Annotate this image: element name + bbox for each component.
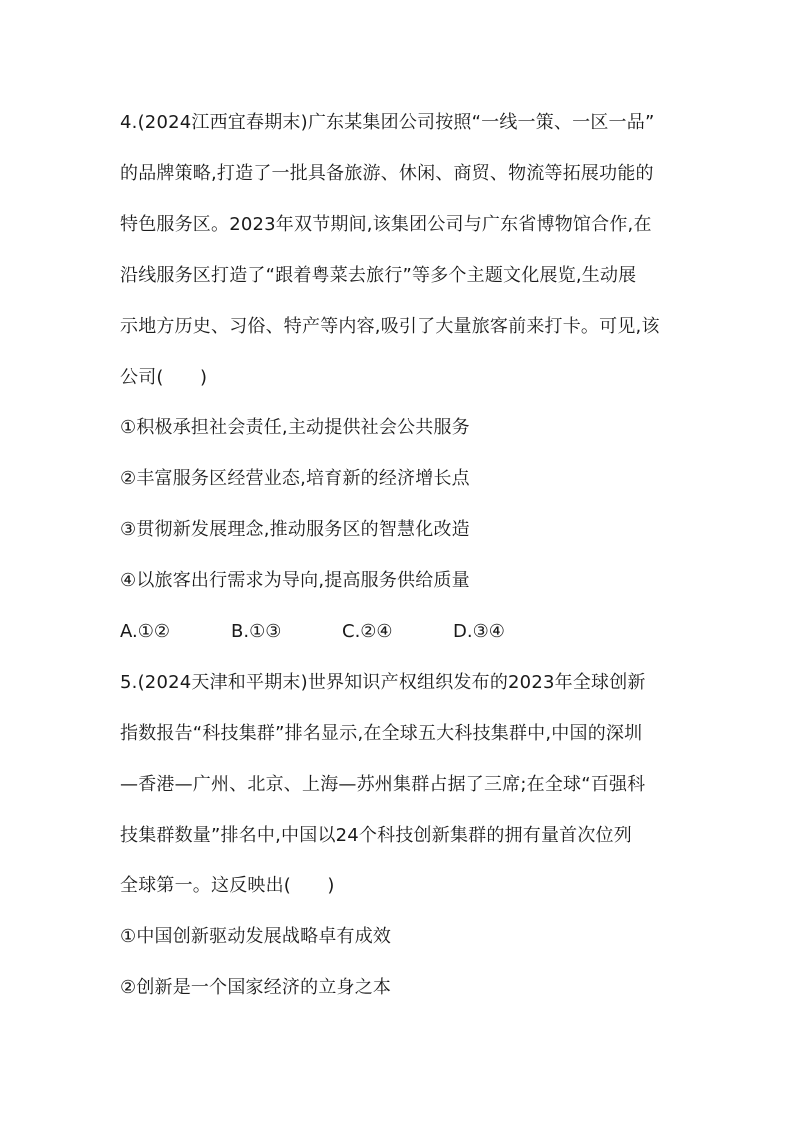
question-5-stem-line-2: 指数报告“科技集群”排名显示,在全球五大科技集群中,中国的深圳	[120, 723, 643, 744]
question-4-statement-4: ④以旅客出行需求为导向,提高服务供给质量	[120, 570, 470, 591]
question-5-stem-line-4: 技集群数量”排名中,中国以24个科技创新集群的拥有量首次位列	[120, 825, 632, 846]
question-4-options	[120, 620, 690, 644]
question-4-stem-line-4: 沿线服务区打造了“跟着粤菜去旅行”等多个主题文化展览,生动展	[120, 265, 637, 286]
question-4-stem-line-3: 特色服务区。2023年双节期间,该集团公司与广东省博物馆合作,在	[120, 214, 652, 235]
question-4-statement-3: ③贯彻新发展理念,推动服务区的智慧化改造	[120, 519, 470, 540]
option-b: B.①③	[231, 621, 282, 642]
question-5-stem-line-5: 全球第一。这反映出( )	[120, 875, 335, 896]
question-4-stem-line-5: 示地方历史、习俗、特产等内容,吸引了大量旅客前来打卡。可见,该	[120, 316, 660, 337]
question-4-stem-line-2: 的品牌策略,打造了一批具备旅游、休闲、商贸、物流等拓展功能的	[120, 163, 654, 184]
question-4-statement-1: ①积极承担社会责任,主动提供社会公共服务	[120, 417, 470, 438]
option-c: C.②④	[342, 621, 393, 642]
question-5-stem-line-1: 5.(2024天津和平期末)世界知识产权组织发布的2023年全球创新	[120, 672, 646, 693]
question-5-statement-2: ②创新是一个国家经济的立身之本	[120, 977, 392, 998]
question-5-stem-line-3: —香港—广州、北京、上海—苏州集群占据了三席;在全球“百强科	[120, 774, 646, 795]
question-4-statement-2: ②丰富服务区经营业态,培育新的经济增长点	[120, 468, 470, 489]
option-d: D.③④	[453, 621, 505, 642]
question-4-stem-line-6: 公司( )	[120, 367, 208, 388]
question-4-stem-line-1: 4.(2024江西宜春期末)广东某集团公司按照“一线一策、一区一品”	[120, 112, 655, 133]
question-5-statement-1: ①中国创新驱动发展战略卓有成效	[120, 926, 392, 947]
option-a: A.①②	[120, 621, 170, 642]
